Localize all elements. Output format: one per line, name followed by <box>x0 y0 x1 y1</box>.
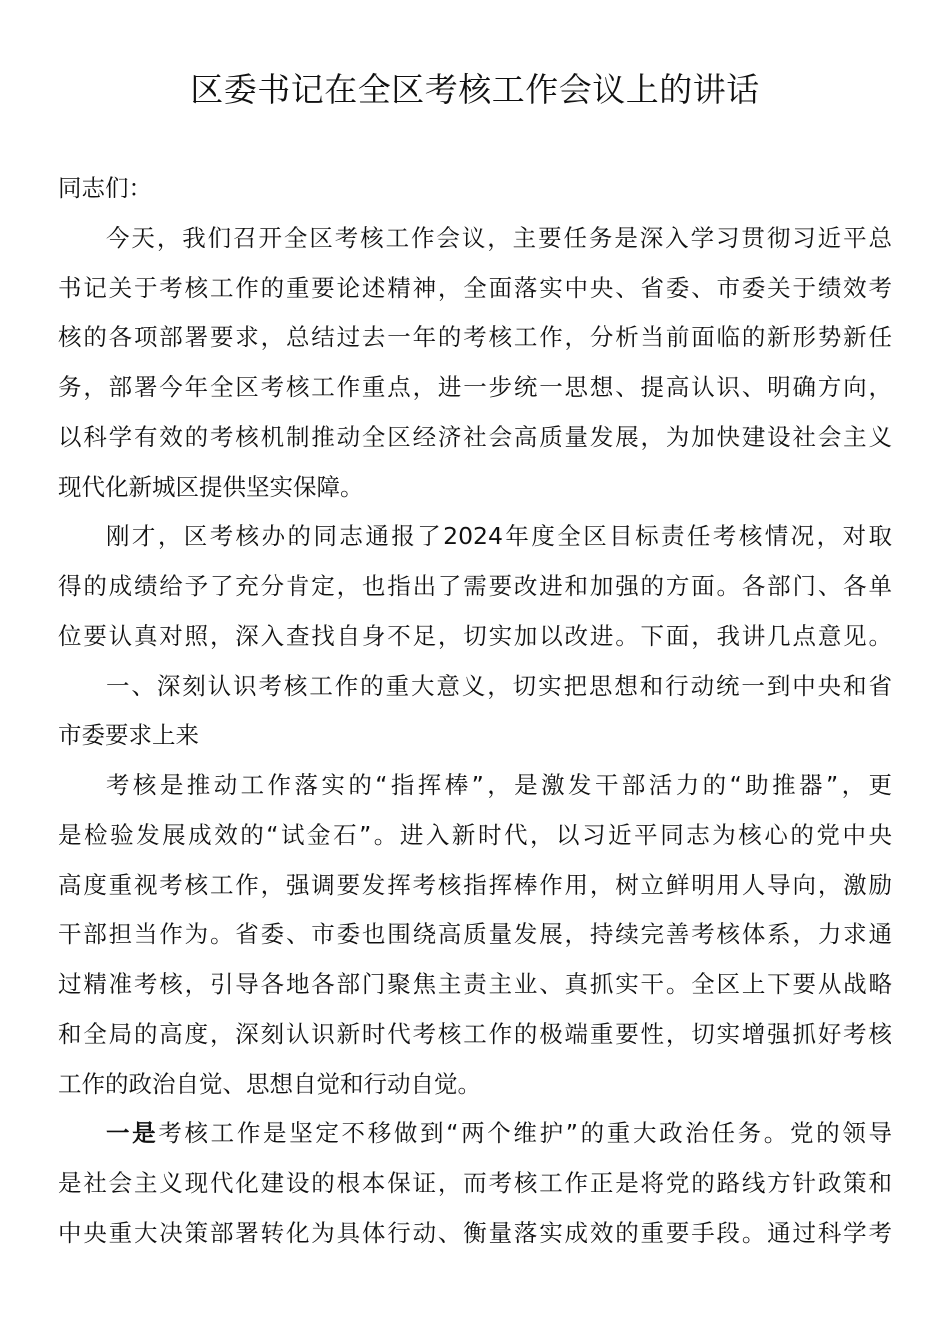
paragraph-line <box>58 264 892 314</box>
paragraph-line <box>58 562 892 612</box>
paragraph-line <box>58 910 892 960</box>
line-text: 中央重大决策部署转化为具体行动、衡量落实成效的重要手段。通过科学考 <box>58 1218 892 1247</box>
paragraph-line <box>58 1159 892 1209</box>
paragraph-line <box>58 164 892 214</box>
paragraph-line <box>58 1209 892 1259</box>
line-text: 一、深刻认识考核工作的重大意义，切实把思想和行动统一到中央和省 <box>106 671 892 700</box>
paragraph-line <box>58 761 892 811</box>
line-text: 是检验发展成效的“试金石”。进入新时代，以习近平同志为核心的党中央 <box>58 820 892 849</box>
paragraph-line <box>58 363 892 413</box>
paragraph-line <box>58 313 892 363</box>
paragraph-line <box>58 413 892 463</box>
line-text: 以科学有效的考核机制推动全区经济社会高质量发展，为加快建设社会主义 <box>58 422 892 451</box>
paragraph-line <box>58 960 892 1010</box>
paragraph-line <box>58 512 892 562</box>
line-text: 刚才，区考核办的同志通报了2024年度全区目标责任考核情况，对取 <box>106 522 892 551</box>
document-body <box>58 164 892 1259</box>
line-text: 同志们： <box>58 174 152 202</box>
paragraph-line <box>58 861 892 911</box>
line-text: 核的各项部署要求，总结过去一年的考核工作，分析当前面临的新形势新任 <box>58 323 892 352</box>
paragraph-line <box>58 1109 892 1159</box>
line-text: 考核是推动工作落实的“指挥棒”，是激发干部活力的“助推器”，更 <box>106 771 892 799</box>
line-text: 位要认真对照，深入查找自身不足，切实加以改进。下面，我讲几点意见。 <box>58 621 892 650</box>
paragraph-line <box>58 1010 892 1060</box>
line-text: 书记关于考核工作的重要论述精神，全面落实中央、省委、市委关于绩效考 <box>58 273 892 302</box>
document-title: 区委书记在全区考核工作会议上的讲话 <box>190 70 760 109</box>
paragraph-line <box>58 711 892 761</box>
line-text: 工作的政治自觉、思想自觉和行动自觉。 <box>58 1069 481 1098</box>
paragraph-line <box>58 662 892 712</box>
paragraph-line <box>58 811 892 861</box>
line-text: 是社会主义现代化建设的根本保证，而考核工作正是将党的路线方针政策和 <box>58 1169 892 1197</box>
line-text: 高度重视考核工作，强调要发挥考核指挥棒作用，树立鲜明用人导向，激励 <box>58 870 892 899</box>
paragraph-line <box>58 214 892 264</box>
paragraph-line <box>58 463 892 513</box>
line-text: 干部担当作为。省委、市委也围绕高质量发展，持续完善考核体系，力求通 <box>58 920 892 949</box>
paragraph-line <box>58 612 892 662</box>
line-text: 务，部署今年全区考核工作重点，进一步统一思想、提高认识、明确方向， <box>58 373 892 401</box>
line-text: 市委要求上来 <box>58 721 199 750</box>
line-text: 过精准考核，引导各地各部门聚焦主责主业、真抓实干。全区上下要从战略 <box>58 970 892 998</box>
line-text: 得的成绩给予了充分肯定，也指出了需要改进和加强的方面。各部门、各单 <box>58 572 892 600</box>
paragraph-line <box>58 1060 892 1110</box>
line-text: 和全局的高度，深刻认识新时代考核工作的极端重要性，切实增强抓好考核 <box>58 1019 892 1048</box>
line-text: 今天，我们召开全区考核工作会议，主要任务是深入学习贯彻习近平总 <box>106 223 892 252</box>
bold-lead-text: 一是 <box>106 1119 159 1148</box>
line-text: 现代化新城区提供坚实保障。 <box>58 472 364 501</box>
line-text: 考核工作是坚定不移做到“两个维护”的重大政治任务。党的领导 <box>158 1119 892 1148</box>
